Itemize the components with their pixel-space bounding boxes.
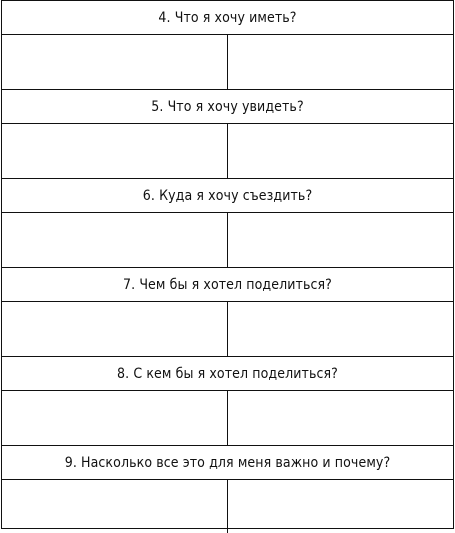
answer-cell-right[interactable] [228, 124, 453, 178]
answer-cell-left[interactable] [2, 213, 228, 267]
questionnaire-table [1, 0, 454, 529]
answer-row [2, 124, 453, 179]
question-header: 7. Чем бы я хотел поделиться? [2, 268, 453, 302]
question-header: 8. С кем бы я хотел поделиться? [2, 357, 453, 391]
answer-row [2, 213, 453, 268]
answer-cell-right[interactable] [228, 391, 453, 445]
question-header: 4. Что я хочу иметь? [2, 1, 453, 35]
answer-cell-right[interactable] [228, 213, 453, 267]
answer-cell-left[interactable] [2, 302, 228, 356]
answer-row [2, 35, 453, 90]
question-header: 9. Насколько все это для меня важно и почему? [2, 446, 453, 480]
answer-cell-left[interactable] [2, 35, 228, 89]
question-header: 6. Куда я хочу съездить? [2, 179, 453, 213]
answer-row [2, 391, 453, 446]
answer-cell-left[interactable] [2, 124, 228, 178]
question-header: 5. Что я хочу увидеть? [2, 90, 453, 124]
answer-cell-left[interactable] [2, 391, 228, 445]
answer-row [2, 302, 453, 357]
answer-cell-right[interactable] [228, 302, 453, 356]
answer-cell-right[interactable] [228, 480, 453, 533]
answer-row [2, 480, 453, 533]
answer-cell-right[interactable] [228, 35, 453, 89]
answer-cell-left[interactable] [2, 480, 228, 533]
